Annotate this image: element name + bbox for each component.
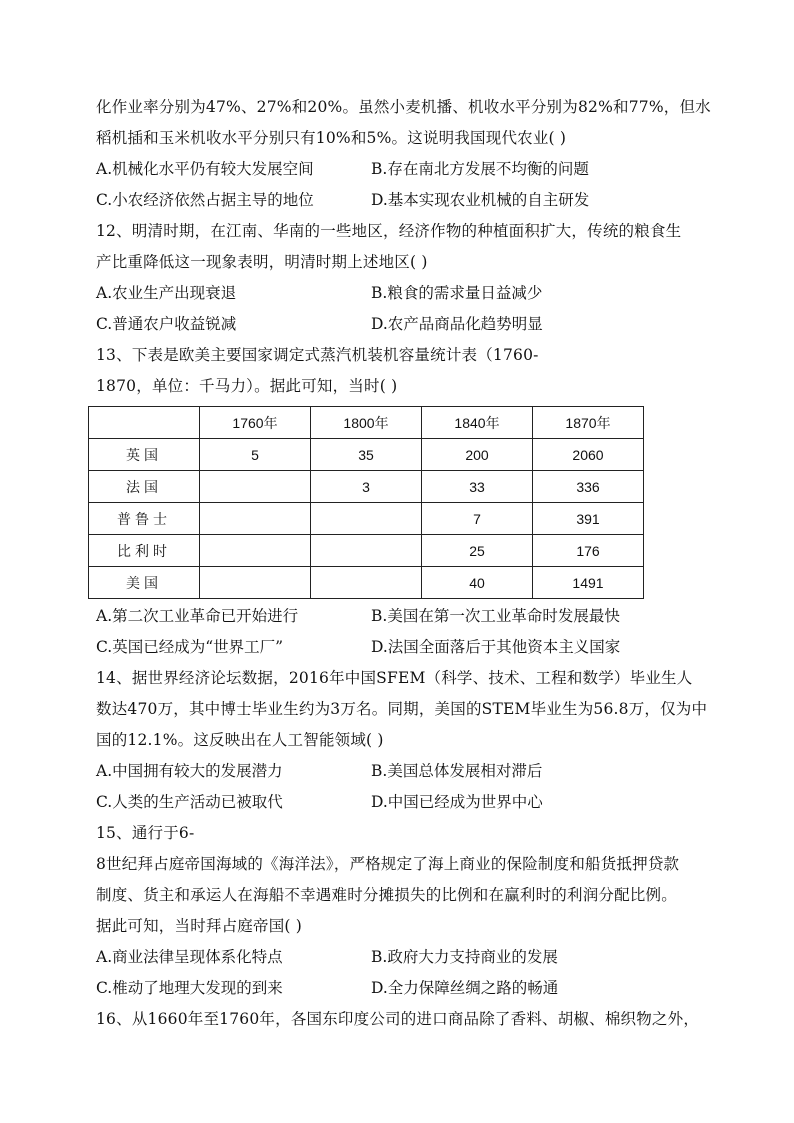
option-a: A.农业生产出现衰退 xyxy=(96,284,237,302)
question-11 xyxy=(96,92,711,216)
question-13 xyxy=(96,340,706,663)
option-row xyxy=(96,278,706,309)
option-row xyxy=(96,787,706,818)
table-cell: 7 xyxy=(422,503,533,535)
document-page xyxy=(96,92,711,1035)
question-text-line: 制度、货主和承运人在海船不幸遇难时分摊损失的比例和在赢利时的利润分配比例。 xyxy=(96,886,677,904)
table-cell: 25 xyxy=(422,535,533,567)
option-b: B.存在南北方发展不均衡的问题 xyxy=(371,160,589,178)
option-row xyxy=(96,309,706,340)
option-c: C.小农经济依然占据主导的地位 xyxy=(96,191,314,209)
table-cell xyxy=(200,503,311,535)
table-row xyxy=(89,439,644,471)
table-cell: 比利时 xyxy=(89,535,200,567)
question-14 xyxy=(96,663,706,818)
option-a: A.中国拥有较大的发展潜力 xyxy=(96,762,283,780)
table-cell: 5 xyxy=(200,439,311,471)
question-text-line: 国的12.1%。这反映出在人工智能领域( ) xyxy=(96,731,384,749)
table-cell: 普鲁士 xyxy=(89,503,200,535)
option-c: C.普通农户收益锐减 xyxy=(96,315,237,333)
option-d: D.法国全面落后于其他资本主义国家 xyxy=(371,638,621,656)
table-cell: 33 xyxy=(422,471,533,503)
table-cell: 英国 xyxy=(89,439,200,471)
table-header-cell xyxy=(89,407,200,439)
table-cell: 1491 xyxy=(533,567,644,599)
table-cell xyxy=(311,535,422,567)
option-row xyxy=(96,942,706,973)
option-b: B.政府大力支持商业的发展 xyxy=(371,948,558,966)
option-c: C.椎动了地理大发现的到来 xyxy=(96,979,283,997)
option-d: D.中国已经成为世界中心 xyxy=(371,793,543,811)
option-row xyxy=(96,154,706,185)
table-cell: 35 xyxy=(311,439,422,471)
option-d: D.全力保障丝绸之路的畅通 xyxy=(371,979,559,997)
table-row xyxy=(89,535,644,567)
option-row xyxy=(96,632,706,663)
option-d: D.农产品商品化趋势明显 xyxy=(371,315,543,333)
table-cell: 3 xyxy=(311,471,422,503)
question-text-line: 13、下表是欧美主要国家调定式蒸汽机装机容量统计表（1760- xyxy=(96,346,539,364)
table-cell: 美国 xyxy=(89,567,200,599)
option-a: A.商业法律呈现体系化特点 xyxy=(96,948,283,966)
option-row xyxy=(96,601,706,632)
question-15 xyxy=(96,818,706,1004)
table-header-cell: 1840年 xyxy=(422,407,533,439)
option-a: A.机械化水平仍有较大发展空间 xyxy=(96,160,314,178)
table-row xyxy=(89,567,644,599)
table-cell: 200 xyxy=(422,439,533,471)
table-cell xyxy=(200,567,311,599)
option-a: A.第二次工业革命已开始进行 xyxy=(96,607,299,625)
question-text-line: 产比重降低这一现象表明，明清时期上述地区( ) xyxy=(96,253,428,271)
question-text-line: 16、从1660年至1760年，各国东印度公司的进口商品除了香料、胡椒、棉织物之外， xyxy=(96,1010,700,1028)
table-cell xyxy=(200,471,311,503)
question-text-line: 据此可知，当时拜占庭帝国( ) xyxy=(96,917,303,935)
question-text-line: 1870，单位：千马力）。据此可知，当时( ) xyxy=(96,377,398,395)
question-12 xyxy=(96,216,706,340)
question-text-line: 稻机插和玉米机收水平分别只有10%和5%。这说明我国现代农业( ) xyxy=(96,129,567,147)
option-c: C.英国已经成为“世界工厂” xyxy=(96,638,284,656)
question-16 xyxy=(96,1004,706,1035)
table-row xyxy=(89,471,644,503)
table-cell: 法国 xyxy=(89,471,200,503)
table-cell: 391 xyxy=(533,503,644,535)
question-text-line: 14、据世界经济论坛数据，2016年中国SFEM（科学、技术、工程和数学）毕业生人 xyxy=(96,669,693,687)
steam-engine-table xyxy=(88,406,644,599)
question-text-line: 数达470万，其中博士毕业生约为3万名。同期，美国的STEM毕业生为56.8万，仅为中 xyxy=(96,700,708,718)
option-row xyxy=(96,973,706,1004)
question-text-line: 15、通行于6- xyxy=(96,824,195,842)
option-d: D.基本实现农业机械的自主研发 xyxy=(371,191,590,209)
table-cell: 336 xyxy=(533,471,644,503)
option-row xyxy=(96,185,706,216)
question-text-line: 8世纪拜占庭帝国海域的《海洋法》，严格规定了海上商业的保险制度和船货抵押贷款 xyxy=(96,855,680,873)
table-header-cell: 1800年 xyxy=(311,407,422,439)
table-row xyxy=(89,503,644,535)
table-cell xyxy=(311,503,422,535)
table-header-cell: 1760年 xyxy=(200,407,311,439)
option-row xyxy=(96,756,706,787)
table-cell: 40 xyxy=(422,567,533,599)
option-c: C.人类的生产活动已被取代 xyxy=(96,793,283,811)
question-text-line: 化作业率分别为47%、27%和20%。虽然小麦机播、机收水平分别为82%和77%，但水 xyxy=(96,98,711,116)
question-text-line: 12、明清时期，在江南、华南的一些地区，经济作物的种植面积扩大，传统的粮食生 xyxy=(96,222,682,240)
option-b: B.美国总体发展相对滞后 xyxy=(371,762,543,780)
table-cell: 2060 xyxy=(533,439,644,471)
table-header-cell: 1870年 xyxy=(533,407,644,439)
table-cell xyxy=(200,535,311,567)
table-cell xyxy=(311,567,422,599)
table-header-row xyxy=(89,407,644,439)
option-b: B.美国在第一次工业革命时发展最快 xyxy=(371,607,620,625)
table-cell: 176 xyxy=(533,535,644,567)
option-b: B.粮食的需求量日益减少 xyxy=(371,284,543,302)
